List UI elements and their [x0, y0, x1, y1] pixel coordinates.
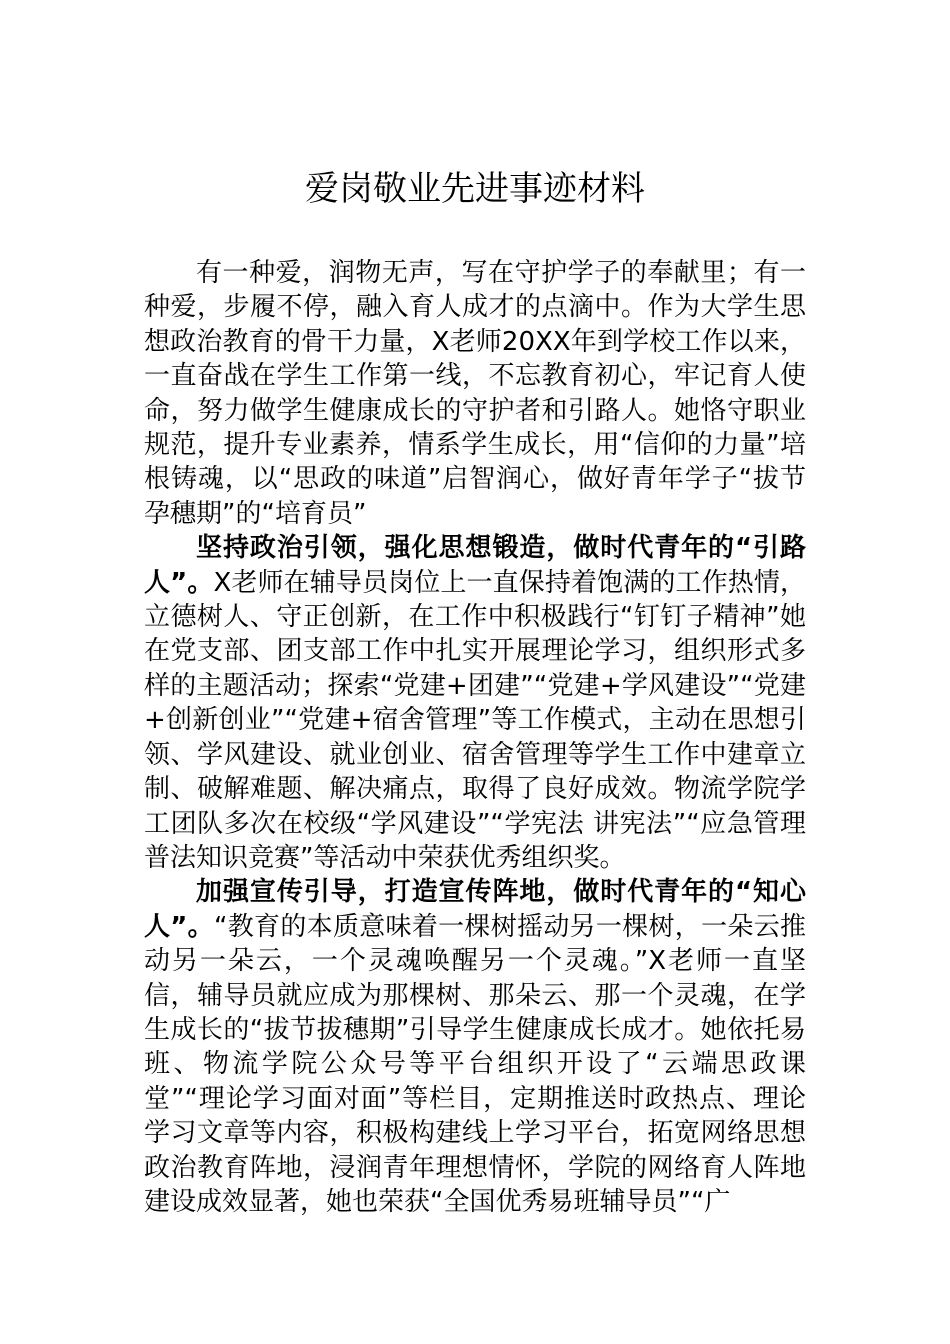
paragraph-text: X老师在辅导员岗位上一直保持着饱满的工作热情，立德树人、守正创新，在工作中积极践行“钉钉子精神”她在党支部、团支部工作中扎实开展理论学习，组织形式多样的主题活动；探索“党建+团建”“党建+学风建设”“党建+创新创业”“党建+宿舍管理”等工作模式，主动在思想引领、学风建设、就业创业、宿舍管理等学生工作中建章立制、破解难题、解决痛点，取得了良好成效。物流学院学工团队多次在校级“学风建设”“学宪法 讲宪法”“应急管理普法知识竞赛”等活动中荣获优秀组织奖。 [144, 567, 807, 873]
document-title: 爱岗敬业先进事迹材料 [305, 169, 645, 209]
paragraph-lead: 坚持政治引领，强化思想锻造，做时代青年的“引路人”。 [144, 533, 806, 598]
paragraph-intro [144, 256, 806, 531]
document-body [144, 256, 806, 1219]
paragraph-text: “教育的本质意味着一棵树摇动另一棵树，一朵云推动另一朵云，一个灵魂唤醒另一个灵魂。”X老师一直坚信，辅导员就应成为那棵树、那朵云、那一个灵魂，在学生成长的“拔节拔穗期”引导学生健康成长成才。她依托易班、物流学院公众号等平台组织开设了“云端思政课堂”“理论学习面对面”等栏目，定期推送时政热点、理论学习文章等内容，积极构建线上学习平台，拓宽网络思想政治教育阵地，浸润青年理想情怀，学院的网络育人阵地建设成效显著，她也荣获“全国优秀易班辅导员”“广 [144, 911, 806, 1217]
paragraph-lead: 加强宣传引导，打造宣传阵地，做时代青年的“知心人”。 [144, 877, 806, 942]
paragraph-text: 有一种爱，润物无声，写在守护学子的奉献里；有一种爱，步履不停，融入育人成才的点滴中。作为大学生思想政治教育的骨干力量，X老师20XX年到学校工作以来，一直奋战在学生工作第一线，不忘教育初心，牢记育人使命，努力做学生健康成长的守护者和引路人。她恪守职业规范，提升专业素养，情系学生成长，用“信仰的力量”培根铸魂，以“思政的味道”启智润心，做好青年学子“拔节孕穗期”的“培育员” [144, 258, 806, 529]
paragraph-publicity-guidance [144, 875, 806, 1219]
paragraph-political-guidance [144, 531, 806, 875]
